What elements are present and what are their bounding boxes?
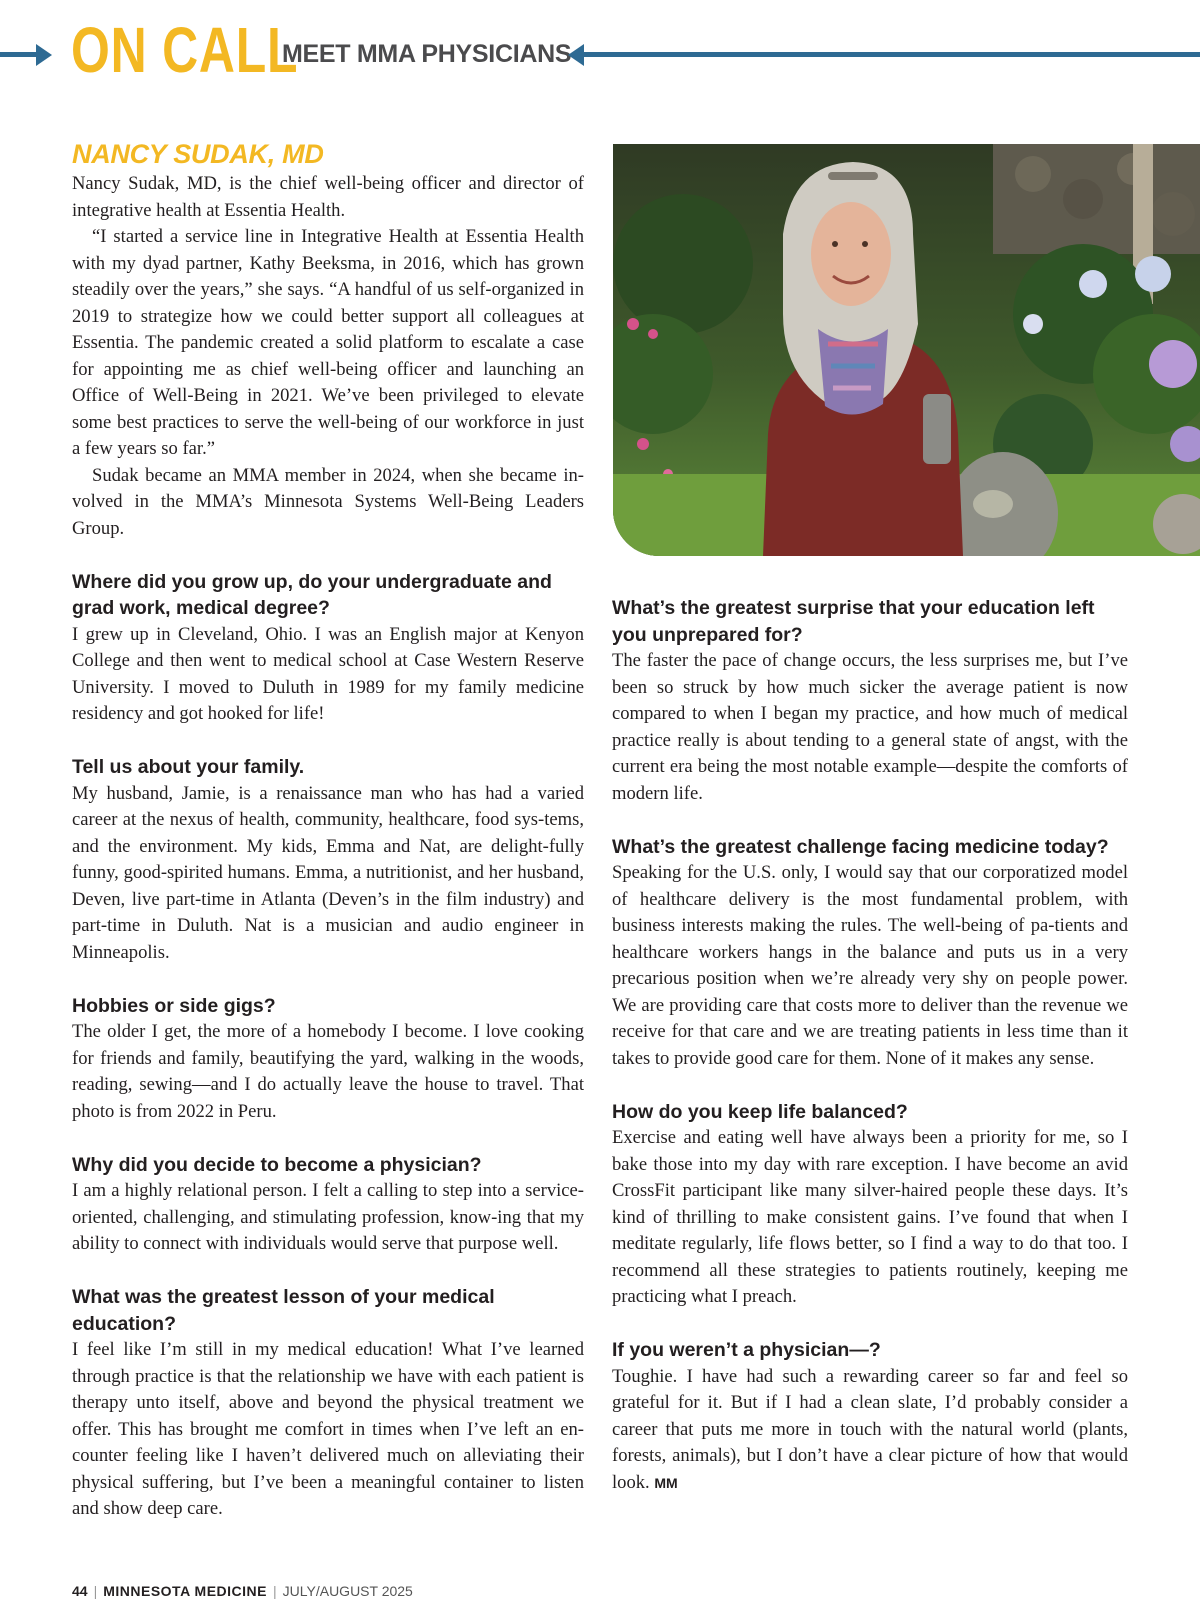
page-number: 44 [72, 1583, 88, 1599]
question-heading: Where did you grow up, do your undergraduate and grad work, medical degree? [72, 570, 552, 619]
question-heading: What was the greatest lesson of your medical education? [72, 1286, 495, 1335]
answer-paragraph [612, 1364, 1128, 1497]
answer-paragraph: My husband, Jamie, is a renaissance man who has had a varied career at the nexus of health, community, healthcare, food sys-tems, and the environment. My kids, Emma and Nat, are delight-fully funny, good-spirited humans. Emma, a nutritionist, and her husband, Deven, live part-time in Atlanta (Deven’s in the film industry) and part-time in Duluth. Nat is a musician and audio engineer in Minneapolis. [72, 782, 584, 963]
profile-name: NANCY SUDAK, MD [72, 139, 324, 169]
question-heading: If you weren’t a physician—? [612, 1339, 881, 1361]
answer-paragraph: I feel like I’m still in my medical education! What I’ve learned through practice is that the relationship we have with each patient is therapy unto itself, above and beyond the physical treatment we offer. This has brought me comfort in times when I’ve left an en-counter feeling like I haven’t delivered much on alleviating their physical suffering, but I’ve been a meaningful container to listen and show deep care. [72, 1339, 584, 1519]
page-footer [72, 1583, 413, 1599]
answer-paragraph: The faster the pace of change occurs, the less surprises me, but I’ve been so struck by how much sicker the average patient is now compared to when I began my practice, and how much of medical practice really is about tending to a general state of angst, with the current era being the most notable example—despite the comforts of modern life. [612, 650, 1128, 804]
end-mark: MM [654, 1474, 678, 1491]
magazine-name: MINNESOTA MEDICINE [103, 1583, 267, 1599]
section-title: ON CALL [71, 14, 299, 86]
left-column [72, 137, 584, 1523]
issue-date: JULY/AUGUST 2025 [282, 1583, 413, 1599]
answer-paragraph: Speaking for the U.S. only, I would say that our corporatized model of healthcare delivery is the most fundamental problem, with business interests making the rules. The well-being of pa-tients and healthcare workers hangs in the balance and puts us in a very precarious position when we’re already very shy on people power. We are providing care that costs more to deliver than the revenue we receive for that care and we are treating patients in less time than it takes to provide good care for them. None of it makes any sense. [612, 862, 1128, 1069]
right-column [612, 595, 1128, 1496]
intro-paragraph: Sudak became an MMA member in 2024, when she became in-volved in the MMA’s Minnesota Systems Well-Being Leaders Group. [72, 464, 584, 539]
question-heading: Hobbies or side gigs? [72, 994, 276, 1017]
answer-text: Toughie. I have had such a rewarding career so far and feel so grateful for it. But if I had a clean slate, I’d probably consider a career that puts me more in touch with the natural world (plants, forests, animals), but I don’t have a clear picture of how that would look. [612, 1365, 1128, 1493]
intro-paragraph: “I started a service line in Integrative Health at Essentia Health with my dyad partner, Kathy Beeksma, in 2016, which has grown steadily over the years,” she says. “A handful of us self-organized in 2019 to strategize how we could better support all colleagues at Essentia. The pandemic created a solid platform to escalate a case for appointing me as chief well-being officer and launching an Office of Well-Being in 2021. We’ve been privileged to elevate some best practices to serve the well-being of our workforce in just a few years so far.” [72, 226, 584, 459]
profile-photo [613, 144, 1200, 556]
answer-paragraph: I grew up in Cleveland, Ohio. I was an English major at Kenyon College and then went to medical school at Case Western Reserve University. I moved to Duluth in 1989 for my family medicine residency and got hooked for life! [72, 623, 584, 724]
footer-divider: | [273, 1583, 277, 1599]
footer-divider: | [93, 1583, 98, 1599]
intro-paragraph: Nancy Sudak, MD, is the chief well-being officer and director of integrative health at Essentia Health. [72, 173, 584, 221]
section-subtitle: MEET MMA PHYSICIANS [282, 40, 572, 68]
portrait-illustration [613, 144, 1200, 556]
question-heading: What’s the greatest challenge facing medicine today? [612, 835, 1109, 858]
question-heading: What’s the greatest surprise that your education left you unprepared for? [612, 597, 1095, 646]
question-heading: How do you keep life balanced? [612, 1100, 908, 1123]
arrow-right-icon [36, 44, 52, 66]
answer-paragraph: Exercise and eating well have always been a priority for me, so I bake those into my day with rare exception. I have become an avid CrossFit participant like many silver-haired people these days. It’s kind of thrilling to make consistent gains. I’ve found that when I meditate regularly, life flows better, so I find a way to do that too. I recommend all these strategies to patients routinely, keeping me practicing what I preach. [612, 1127, 1128, 1307]
answer-paragraph: The older I get, the more of a homebody I become. I love cooking for friends and family, beautifying the yard, walking in the woods, reading, sewing—and I do actually leave the house to travel. That photo is from 2022 in Peru. [72, 1021, 584, 1122]
answer-paragraph: I am a highly relational person. I felt a calling to step into a service-oriented, challenging, and stimulating profession, know-ing that my ability to connect with individuals would serve that purpose well. [72, 1180, 584, 1254]
header-rule-right [580, 52, 1200, 57]
question-heading: Tell us about your family. [72, 756, 305, 778]
header-rule-left [0, 52, 40, 57]
question-heading: Why did you decide to become a physician? [72, 1153, 482, 1176]
